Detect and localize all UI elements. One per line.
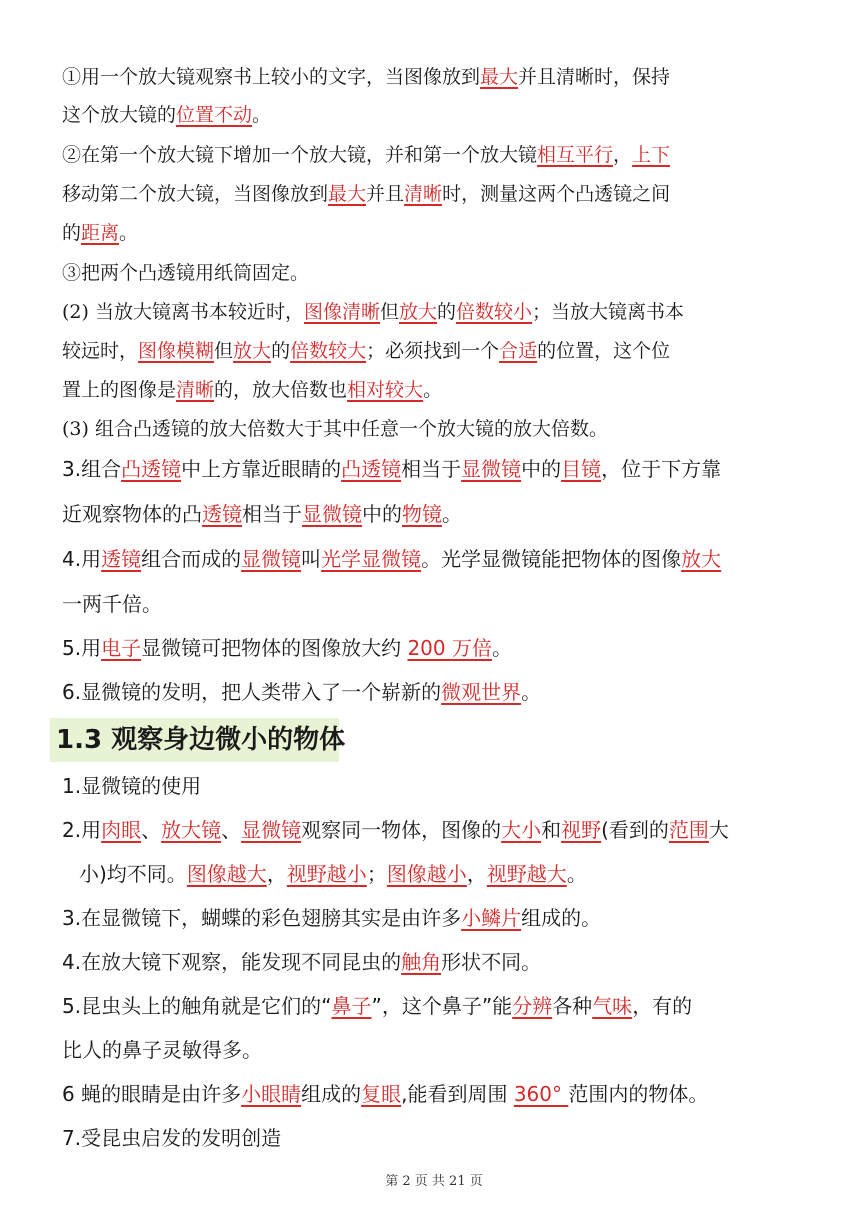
text-segment: 、 [221,818,242,842]
answer-blank: 视野 [561,818,602,842]
text-segment: 形状不同。 [441,950,542,974]
text-line [62,140,670,170]
text-segment: 的 [62,222,82,244]
answer-blank: 小眼睛 [241,1082,302,1106]
text-line [62,100,271,130]
answer-blank: 微观世界 [441,680,522,704]
answer-blank: 图像越大 [186,862,267,886]
text-segment: 5.用 [62,636,102,660]
text-segment: ,能看到周围 [401,1082,514,1106]
text-segment: 4.用 [62,547,102,571]
text-segment: ②在第一个放大镜下增加一个放大镜，并和第一个放大镜 [62,144,538,166]
text-segment: 中上方靠近眼睛的 [181,457,342,481]
answer-blank: 大小 [501,818,542,842]
answer-blank: 气味 [592,994,633,1018]
text-line [62,297,684,327]
answer-blank: 放大 [399,301,438,323]
answer-blank: 物镜 [402,502,442,526]
section-title: 1.3 观察身边微小的物体 [56,725,346,755]
text-line [62,1079,708,1109]
answer-blank: 清晰 [404,183,443,205]
answer-blank: 图像模糊 [138,340,215,362]
text-segment: 组合而成的 [141,547,242,571]
answer-blank: 放大镜 [161,818,222,842]
text-segment: 6 蝇的眼睛是由许多 [62,1082,242,1106]
text-line [79,859,587,889]
text-segment: ③把两个凸透镜用纸筒固定。 [62,262,310,284]
text-segment: 并且 [366,183,405,205]
text-segment: 中的 [521,457,562,481]
text-segment: 6.显微镜的发明，把人类带入了一个崭新的 [62,680,442,704]
text-segment: 的 [271,340,291,362]
answer-blank: 分辨 [512,994,553,1018]
text-segment: 各种 [552,994,593,1018]
text-segment: 3.在显微镜下，蝴蝶的彩色翅膀其实是由许多 [62,906,462,930]
text-segment: (2) 当放大镜离书本较近时， [62,301,304,323]
text-line [62,903,601,933]
text-segment: 相当于 [401,457,462,481]
answer-blank: 最大 [328,183,367,205]
answer-blank: 凸透镜 [341,457,402,481]
answer-blank: 倍数较大 [290,340,367,362]
text-line [62,633,512,663]
text-line [62,771,201,801]
text-segment: 4.在放大镜下观察，能发现不同昆虫的 [62,950,402,974]
answer-blank: 放大 [233,340,272,362]
text-segment: ， [266,862,287,886]
text-line [62,218,138,248]
text-segment: 中的 [362,502,402,526]
text-line [62,815,729,845]
text-segment: 7.受昆虫启发的发明创造 [62,1126,282,1150]
text-segment: 这个放大镜的 [62,104,177,126]
text-segment: 观察同一物体，图像的 [301,818,502,842]
text-segment: 的 [437,301,457,323]
text-segment: 相当于 [242,502,302,526]
text-segment: 近观察物体的凸 [62,502,202,526]
text-line [62,677,541,707]
answer-blank: 透镜 [202,502,242,526]
text-segment: 。 [566,862,587,886]
text-segment: 时，测量这两个凸透镜之间 [442,183,671,205]
text-segment: ，位于下方靠 [601,457,722,481]
text-segment: 但 [379,301,399,323]
text-segment: 叫 [301,547,322,571]
text-segment: 、 [141,818,162,842]
text-segment: 。 [521,680,542,704]
text-segment: ， [613,144,633,166]
text-segment: (看到的 [601,818,669,842]
text-segment: 一两千倍。 [62,592,162,616]
text-segment: 。 [442,502,462,526]
text-segment: 。 [423,379,443,401]
answer-blank: 放大 [681,547,722,571]
answer-blank: 视野越小 [286,862,367,886]
answer-blank: 清晰 [176,379,215,401]
answer-blank: 目镜 [561,457,602,481]
text-segment: 。 [491,636,512,660]
text-segment: 比人的鼻子灵敏得多。 [62,1038,262,1062]
text-segment: ”，这个鼻子”能 [371,994,513,1018]
text-segment: 。 [119,222,139,244]
text-line [62,589,162,619]
text-segment: ，有的 [632,994,693,1018]
answer-blank: 位置不动 [176,104,253,126]
text-segment: 。 [252,104,272,126]
answer-blank: 200 万倍 [407,636,492,660]
page-footer: 第 2 页 共 21 页 [385,1174,483,1189]
text-segment: 的，放大倍数也 [214,379,348,401]
answer-blank: 距离 [81,222,120,244]
text-segment: 组成的 [301,1082,362,1106]
text-line [62,1123,281,1153]
answer-blank: 图像越小 [386,862,467,886]
text-segment: 2.用 [62,818,102,842]
text-segment: ， [466,862,487,886]
text-segment: 5.昆虫头上的触角就是它们的“ [62,994,332,1018]
text-line [62,947,541,977]
text-segment: 小)均不同。 [79,862,187,886]
answer-blank: 相对较大 [347,379,424,401]
answer-blank: 最大 [480,66,519,88]
answer-blank: 透镜 [101,547,142,571]
answer-blank: 显微镜 [302,502,362,526]
text-segment: 1.显微镜的使用 [62,774,202,798]
text-line [62,544,721,574]
text-line [62,454,721,484]
answer-blank: 倍数较小 [456,301,533,323]
text-segment: 显微镜可把物体的图像放大约 [141,636,408,660]
text-line [62,1035,262,1065]
text-line [62,991,692,1021]
answer-blank: 显微镜 [461,457,522,481]
answer-blank: 光学显微镜 [321,547,422,571]
text-segment: ①用一个放大镜观察书上较小的文字，当图像放到 [62,66,481,88]
answer-blank: 触角 [401,950,442,974]
answer-blank: 鼻子 [331,994,372,1018]
answer-blank: 显微镜 [241,547,302,571]
answer-blank: 复眼 [361,1082,402,1106]
text-line [62,179,670,209]
text-line [62,336,670,366]
text-line [62,375,442,405]
text-line [62,499,462,529]
text-segment: 置上的图像是 [62,379,177,401]
answer-blank: 360° [513,1082,569,1106]
text-segment: 和 [541,818,562,842]
text-line [62,414,608,444]
text-segment: 并且清晰时，保持 [518,66,671,88]
answer-blank: 图像清晰 [303,301,380,323]
answer-blank: 视野越大 [486,862,567,886]
text-segment: ；必须找到一个 [366,340,500,362]
text-segment: 大 [708,818,729,842]
answer-blank: 电子 [101,636,142,660]
text-segment: 的位置，这个位 [537,340,671,362]
text-segment: 。光学显微镜能把物体的图像 [421,547,682,571]
text-segment: 较远时， [62,340,139,362]
answer-blank: 相互平行 [537,144,614,166]
answer-blank: 肉眼 [101,818,142,842]
answer-blank: 凸透镜 [121,457,182,481]
text-segment: (3) 组合凸透镜的放大倍数大于其中任意一个放大镜的放大倍数。 [62,418,608,440]
answer-blank: 显微镜 [241,818,302,842]
text-line [62,62,670,92]
text-line [62,258,309,288]
answer-blank: 上下 [632,144,671,166]
text-segment: 范围内的物体。 [568,1082,709,1106]
text-segment: 但 [214,340,234,362]
text-segment: 组成的。 [521,906,602,930]
text-segment: ；当放大镜离书本 [532,301,685,323]
answer-blank: 小鳞片 [461,906,522,930]
text-segment: ； [366,862,387,886]
answer-blank: 范围 [668,818,709,842]
answer-blank: 合适 [499,340,538,362]
text-segment: 移动第二个放大镜，当图像放到 [62,183,329,205]
text-segment: 3.组合 [62,457,122,481]
